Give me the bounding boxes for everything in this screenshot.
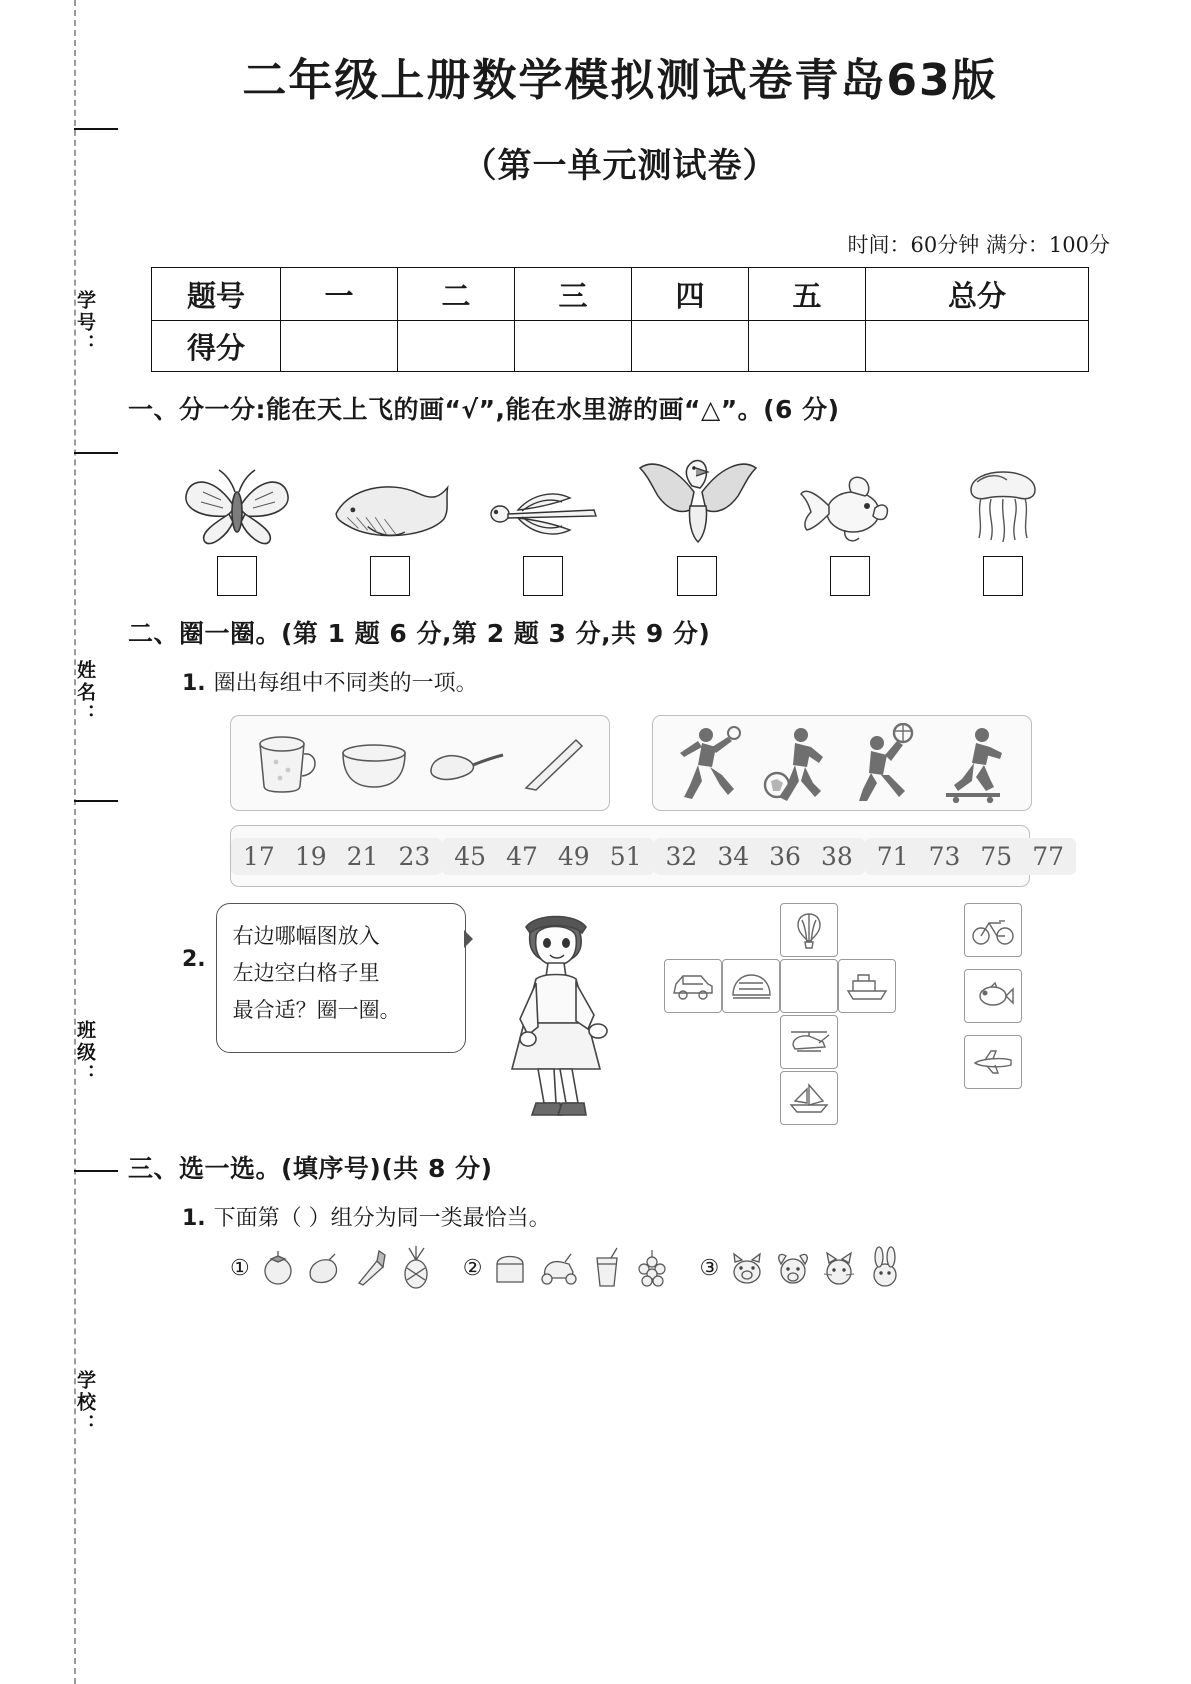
option-1-label: ① [230,1255,250,1281]
question-number: 1. [182,1206,206,1231]
butterfly-icon [172,448,302,548]
side-rule [74,128,118,130]
bubble-line-1: 右边哪幅图放入 [232,924,380,948]
cat-icon [818,1248,860,1288]
panel-sports[interactable] [652,715,1032,811]
dog-icon [772,1248,814,1288]
worksheet [120,0,1120,1684]
bubble-line-3: 最合适？圈一圈。 [232,998,401,1022]
score-table-col-5: 五 [749,268,866,321]
number-cell: 36 [769,841,801,871]
girl-figure-icon [476,903,636,1123]
answer-box-4[interactable] [677,556,717,596]
number-cell: 34 [717,841,750,871]
section-1-answer-boxes [120,556,1120,596]
number-group-1[interactable] [231,838,442,875]
section-2-q2 [182,903,1120,1123]
number-group-2[interactable] [442,838,653,875]
side-rule [74,452,118,454]
grid-cell-helicopter[interactable] [780,1015,838,1069]
number-cell: 75 [980,841,1013,871]
side-rule [74,800,118,802]
rabbit-icon [864,1246,906,1290]
score-cell-1[interactable] [281,321,398,372]
score-table-col-total: 总分 [866,268,1089,321]
number-cell: 51 [609,841,642,871]
section-3-q1 [182,1201,1120,1232]
section-2-q1 [182,666,1120,697]
score-table-row-label: 得分 [152,321,281,372]
number-groups-row [230,825,1064,887]
goldfish-icon [785,448,915,548]
grid-cell-train[interactable] [722,959,780,1013]
pepper-icon [303,1248,345,1288]
score-table-col-2: 二 [398,268,515,321]
section-3-options [230,1246,1120,1290]
tomato-icon [257,1248,299,1288]
number-cell: 21 [346,841,379,871]
pig-icon [726,1248,768,1288]
number-cell: 45 [454,841,487,871]
grapes-icon [631,1246,673,1290]
number-cell: 19 [294,841,327,871]
score-cell-5[interactable] [749,321,866,372]
question-text: 圈出每组中不同类的一项。 [213,671,478,696]
number-group-3[interactable] [654,838,865,875]
choice-airplane[interactable] [964,1035,1022,1089]
score-cell-4[interactable] [632,321,749,372]
section-1-figures [120,440,1120,548]
score-table-row-label: 题号 [152,268,281,321]
eagle-icon [632,448,762,548]
option-1[interactable] [230,1246,437,1290]
side-label-student-id: 学号： [74,290,96,356]
choice-bicycle[interactable] [964,903,1022,957]
side-rule [74,1170,118,1172]
pineapple-icon [395,1246,437,1290]
grid-cell-ship[interactable] [838,959,896,1013]
option-3[interactable] [699,1246,906,1290]
score-cell-3[interactable] [515,321,632,372]
soccer-player-icon [761,723,835,803]
score-table [151,267,1089,372]
table-row [152,321,1089,372]
section-1-heading: 一、分一分:能在天上飞的画“√”,能在水里游的画“△”。(6 分) [128,395,840,424]
number-cell: 38 [820,841,853,871]
section-2-heading: 二、圈一圈。(第 1 题 6 分,第 2 题 3 分,共 9 分) [128,619,711,648]
grid-cell-blank[interactable] [780,959,838,1013]
spoon-icon [425,737,507,789]
number-cell: 49 [557,841,590,871]
score-cell-total[interactable] [866,321,1089,372]
side-label-school: 学校： [74,1370,96,1436]
number-cell: 73 [928,841,961,871]
chopstick-icon [520,732,590,794]
page-subtitle: （第一单元测试卷） [462,146,778,186]
section-3-heading: 三、选一选。(填序号)(共 8 分) [128,1154,493,1183]
scooter-icon [535,1248,583,1288]
score-table-col-4: 四 [632,268,749,321]
choice-column [964,903,1022,1089]
question-number: 1. [182,671,206,696]
answer-box-1[interactable] [217,556,257,596]
grid-cell-sailboat[interactable] [780,1071,838,1125]
number-cell: 32 [665,841,698,871]
number-cell: 23 [398,841,431,871]
score-cell-2[interactable] [398,321,515,372]
side-label-class: 班级： [74,1020,96,1086]
mug-icon [250,732,324,794]
table-row [152,268,1089,321]
answer-box-3[interactable] [523,556,563,596]
number-cell: 47 [506,841,538,871]
side-label-name: 姓名： [74,660,96,726]
question-number: 2. [182,947,206,972]
option-3-label: ③ [699,1255,720,1281]
answer-box-2[interactable] [370,556,410,596]
dragonfly-icon [478,448,608,548]
number-cell: 17 [243,841,275,871]
carrot-icon [349,1247,391,1289]
number-cell: 77 [1032,841,1064,871]
jellyfish-icon [938,448,1068,548]
skateboard-player-icon [938,723,1012,803]
whale-icon [325,448,455,548]
score-table-col-1: 一 [281,268,398,321]
answer-box-5[interactable] [830,556,870,596]
basketball-player-icon [849,723,923,803]
section-2-q1-panels [230,715,1120,811]
bubble-line-2: 左边空白格子里 [232,961,380,985]
grid-cell-car[interactable] [664,959,722,1013]
number-group-4[interactable] [865,838,1076,875]
panel-tableware[interactable] [230,715,610,811]
choice-fish[interactable] [964,969,1022,1023]
option-2[interactable] [463,1246,674,1290]
grid-cell-balloon[interactable] [780,903,838,957]
badminton-player-icon [672,723,746,803]
question-text: 下面第（ ）组分为同一类最恰当。 [213,1206,551,1231]
juice-icon [587,1246,627,1290]
speech-bubble [216,903,466,1053]
number-cell: 71 [876,841,909,871]
answer-box-6[interactable] [983,556,1023,596]
option-2-label: ② [462,1255,483,1281]
score-table-col-3: 三 [515,268,632,321]
page-title: 二年级上册数学模拟测试卷青岛63版 [242,55,998,106]
bread-icon [489,1248,531,1288]
exam-meta: 时间：60分钟 满分：100分 [847,233,1110,257]
cross-grid [664,903,884,1113]
bowl-icon [337,735,411,791]
side-label-group [28,0,96,1684]
